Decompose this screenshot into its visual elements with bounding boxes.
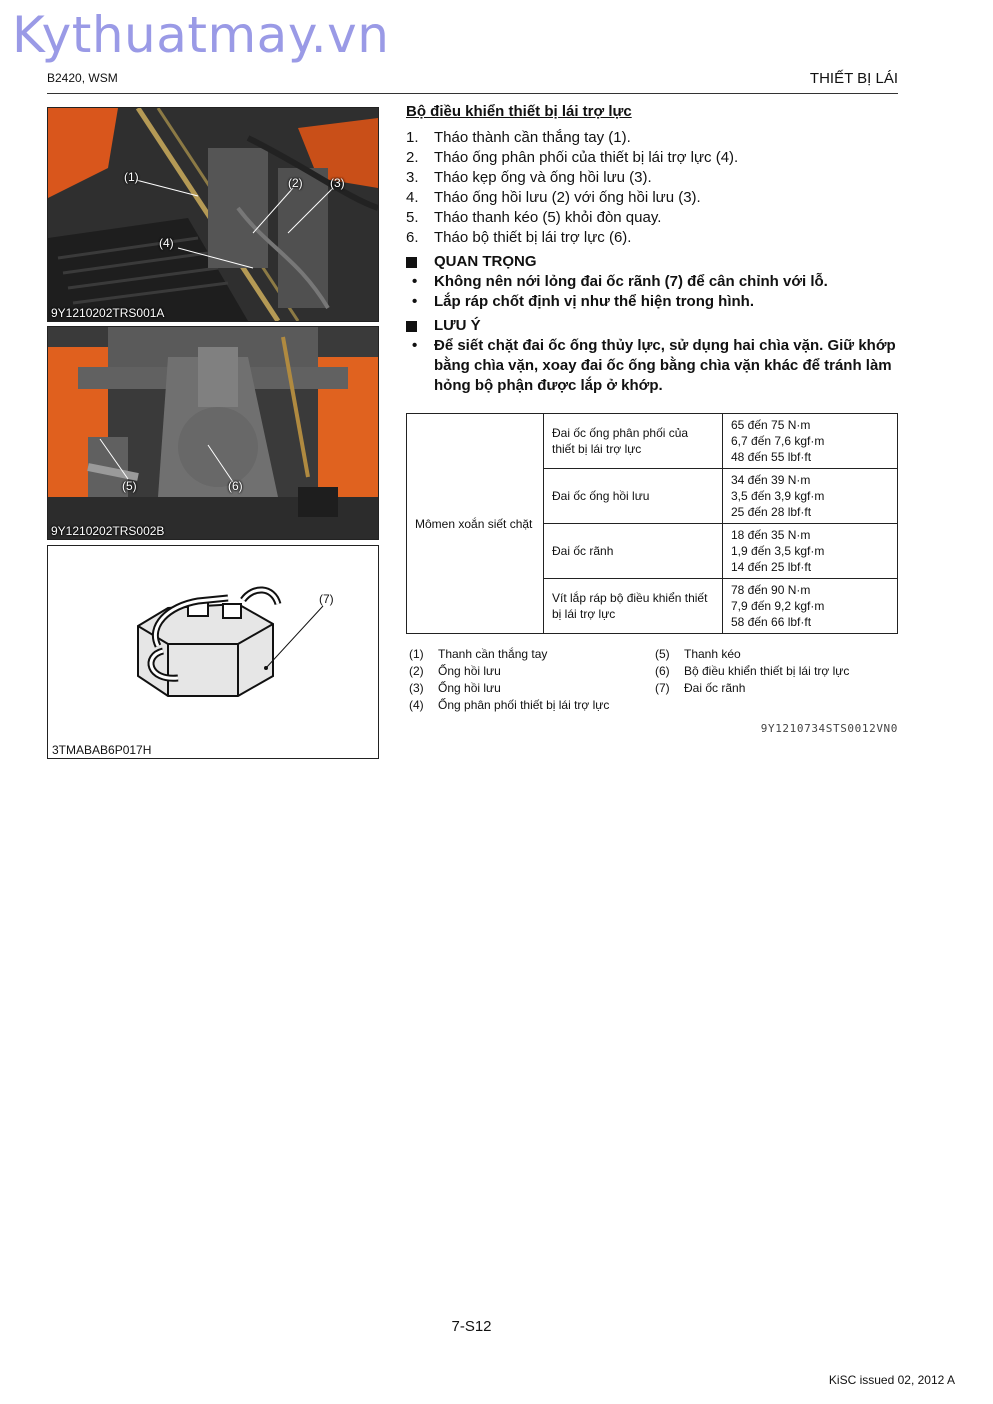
step-item: [406, 228, 898, 248]
square-bullet-icon: [406, 321, 417, 332]
torque-table: [406, 413, 898, 634]
header-rule: [47, 93, 898, 94]
step-item: [406, 148, 898, 168]
bullet-icon: •: [412, 337, 418, 354]
footer-issue: KiSC issued 02, 2012 A: [828, 1373, 955, 1387]
watermark: Kythuatmay.vn: [12, 6, 390, 64]
note-heading: [406, 316, 898, 336]
step-number: 3.: [406, 169, 419, 186]
figure-drawing-3: [47, 545, 379, 759]
value-line: 65 đến 75 N·m: [731, 418, 811, 432]
table-row: [407, 414, 898, 469]
part-cell: Vít lắp ráp bộ điều khiển thiết bị lái trợ lực: [544, 579, 723, 634]
step-number: 5.: [406, 209, 419, 226]
photo-1-illustration: [48, 108, 378, 321]
callout-6: (6): [228, 479, 243, 493]
bullet-icon: •: [412, 273, 418, 290]
note-list: [406, 336, 898, 396]
callout-2: (2): [288, 176, 303, 190]
step-text: Tháo bộ thiết bị lái trợ lực (6).: [434, 229, 632, 246]
legend-item: [406, 646, 652, 663]
legend-text: Đai ốc rãnh: [684, 681, 746, 695]
value-line: 1,9 đến 3,5 kgf·m: [731, 544, 825, 558]
legend-text: Bộ điều khiển thiết bị lái trợ lực: [684, 664, 850, 678]
section-title: Bộ điều khiển thiết bị lái trợ lực: [406, 103, 632, 120]
legend-item: [406, 663, 652, 680]
steps-list: [406, 128, 898, 248]
legend-item: [652, 663, 898, 680]
figure-code: 9Y1210202TRS002B: [51, 524, 165, 538]
step-item: [406, 208, 898, 228]
value-cell: [723, 414, 898, 469]
important-text: Không nên nới lỏng đai ốc rãnh (7) để cân chỉnh với lỗ.: [434, 273, 828, 290]
bullet-icon: •: [412, 293, 418, 310]
important-text: Lắp ráp chốt định vị như thể hiện trong hình.: [434, 293, 755, 310]
legend-text: Thanh cần thắng tay: [438, 647, 548, 661]
header-section: THIẾT BỊ LÁI: [809, 70, 898, 87]
legend-item: [652, 646, 898, 663]
important-heading: [406, 252, 898, 272]
step-item: [406, 188, 898, 208]
legend-item: [406, 680, 652, 697]
legend-column-left: [406, 646, 652, 714]
part-cell: Đai ốc rãnh: [544, 524, 723, 579]
torque-label: Mômen xoắn siết chặt: [407, 414, 544, 634]
note-label: LƯU Ý: [434, 317, 481, 334]
legend-text: Ống hồi lưu: [438, 664, 501, 678]
header-model: B2420, WSM: [47, 71, 118, 85]
legend-number: (2): [409, 664, 424, 678]
figure-photo-1: [47, 107, 379, 322]
important-item: [406, 292, 898, 312]
legend-column-right: [652, 646, 898, 714]
important-label: QUAN TRỌNG: [434, 253, 537, 270]
square-bullet-icon: [406, 257, 417, 268]
legend-number: (7): [655, 681, 670, 695]
callout-7: (7): [319, 592, 334, 606]
parts-legend: [406, 646, 898, 714]
legend-number: (6): [655, 664, 670, 678]
value-cell: [723, 579, 898, 634]
important-item: [406, 272, 898, 292]
legend-number: (4): [409, 698, 424, 712]
value-line: 78 đến 90 N·m: [731, 583, 811, 597]
figure-code: 9Y1210202TRS001A: [51, 306, 165, 320]
figure-photo-2: [47, 326, 379, 540]
figure-code: 3TMABAB6P017H: [52, 743, 152, 757]
slotted-nut-drawing: [48, 546, 378, 758]
step-number: 4.: [406, 189, 419, 206]
callout-3: (3): [330, 176, 345, 190]
legend-number: (3): [409, 681, 424, 695]
legend-text: Thanh kéo: [684, 647, 741, 661]
part-cell: Đai ốc ống hồi lưu: [544, 469, 723, 524]
value-line: 48 đến 55 lbf·ft: [731, 450, 812, 464]
step-text: Tháo ống phân phối của thiết bị lái trợ lực (4).: [434, 149, 739, 166]
procedure-content: [406, 103, 898, 735]
legend-text: Ống phân phối thiết bị lái trợ lực: [438, 698, 610, 712]
note-text: Để siết chặt đai ốc ống thủy lực, sử dụng hai chìa vặn. Giữ khớp bằng chìa vặn, xoay đai ốc ống bằng chìa vặn khác để tránh làm hỏng bộ phận được lắp ở khớp.: [434, 337, 896, 394]
step-text: Tháo ống hồi lưu (2) với ống hồi lưu (3).: [434, 189, 701, 206]
value-line: 18 đến 35 N·m: [731, 528, 811, 542]
important-list: [406, 272, 898, 312]
step-number: 6.: [406, 229, 419, 246]
step-item: [406, 168, 898, 188]
legend-text: Ống hồi lưu: [438, 681, 501, 695]
legend-item: [406, 697, 652, 714]
page-number: 7-S12: [451, 1318, 492, 1335]
value-line: 25 đến 28 lbf·ft: [731, 505, 812, 519]
document-reference: 9Y1210734STS0012VN0: [760, 722, 898, 735]
value-line: 6,7 đến 7,6 kgf·m: [731, 434, 825, 448]
photo-2-illustration: [48, 327, 378, 539]
step-number: 2.: [406, 149, 419, 166]
callout-5: (5): [122, 479, 137, 493]
value-line: 14 đến 25 lbf·ft: [731, 560, 812, 574]
value-cell: [723, 469, 898, 524]
value-line: 34 đến 39 N·m: [731, 473, 811, 487]
value-line: 3,5 đến 3,9 kgf·m: [731, 489, 825, 503]
value-line: 7,9 đến 9,2 kgf·m: [731, 599, 825, 613]
step-text: Tháo thanh kéo (5) khỏi đòn quay.: [434, 209, 662, 226]
legend-number: (1): [409, 647, 424, 661]
callout-1: (1): [124, 170, 139, 184]
step-number: 1.: [406, 129, 419, 146]
value-cell: [723, 524, 898, 579]
step-text: Tháo kẹp ống và ống hồi lưu (3).: [434, 169, 652, 186]
callout-4: (4): [159, 236, 174, 250]
part-cell: Đai ốc ống phân phối của thiết bị lái trợ lực: [544, 414, 723, 469]
legend-number: (5): [655, 647, 670, 661]
step-item: [406, 128, 898, 148]
step-text: Tháo thành cần thắng tay (1).: [434, 129, 631, 146]
value-line: 58 đến 66 lbf·ft: [731, 615, 812, 629]
note-item: [406, 336, 898, 396]
legend-item: [652, 680, 898, 697]
